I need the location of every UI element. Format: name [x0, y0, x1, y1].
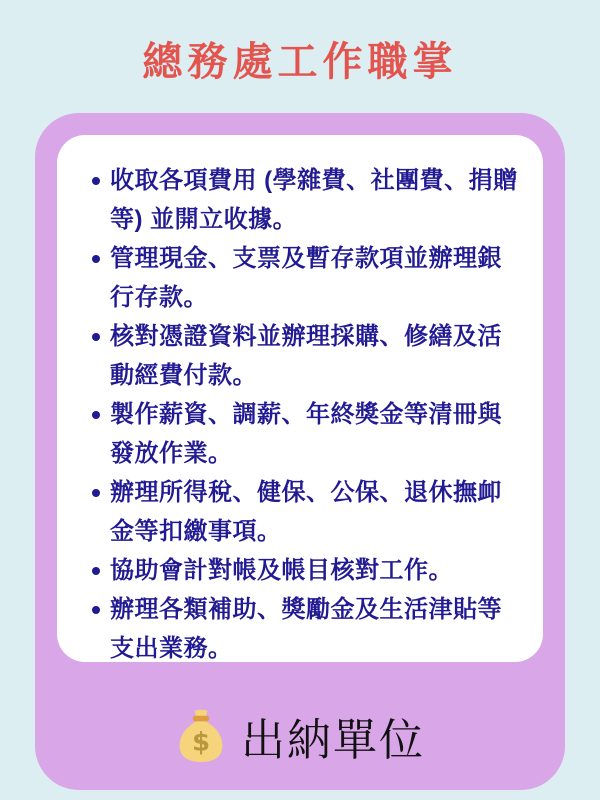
unit-footer: [35, 691, 565, 781]
list-item: [90, 317, 519, 395]
page-title: 總務處工作職掌: [142, 38, 458, 85]
duties-panel: [57, 135, 543, 662]
list-item-text: 收取各項費用 (學雜費、社團費、捐贈等) 並開立收據。: [110, 167, 518, 233]
svg-text:$: $: [191, 727, 211, 758]
list-item-text: 辦理所得稅、健保、公保、退休撫卹金等扣繳事項。: [110, 479, 502, 545]
money-bag-icon: [175, 708, 227, 764]
list-item: [90, 590, 519, 668]
list-item-text: 協助會計對帳及帳目核對工作。: [110, 557, 453, 584]
list-item: [90, 239, 519, 317]
unit-label: 出納單位: [241, 716, 425, 765]
list-item-text: 核對憑證資料並辦理採購、修繕及活動經費付款。: [110, 323, 502, 389]
list-item: [90, 161, 519, 239]
list-item-text: 辦理各類補助、獎勵金及生活津貼等支出業務。: [110, 596, 502, 662]
list-item: [90, 473, 519, 551]
list-item: [90, 395, 519, 473]
duties-list: [90, 161, 519, 668]
bullet-icon: [90, 161, 110, 239]
bullet-icon: [90, 590, 110, 668]
list-item-text: 製作薪資、調薪、年終獎金等清冊與發放作業。: [110, 401, 502, 467]
list-item: [90, 551, 519, 590]
bullet-icon: [90, 395, 110, 473]
bullet-icon: [90, 551, 110, 590]
list-item-text: 管理現金、支票及暫存款項並辦理銀行存款。: [110, 245, 502, 311]
bullet-icon: [90, 239, 110, 317]
content-card: [35, 113, 565, 790]
bullet-icon: [90, 317, 110, 395]
bullet-icon: [90, 473, 110, 551]
